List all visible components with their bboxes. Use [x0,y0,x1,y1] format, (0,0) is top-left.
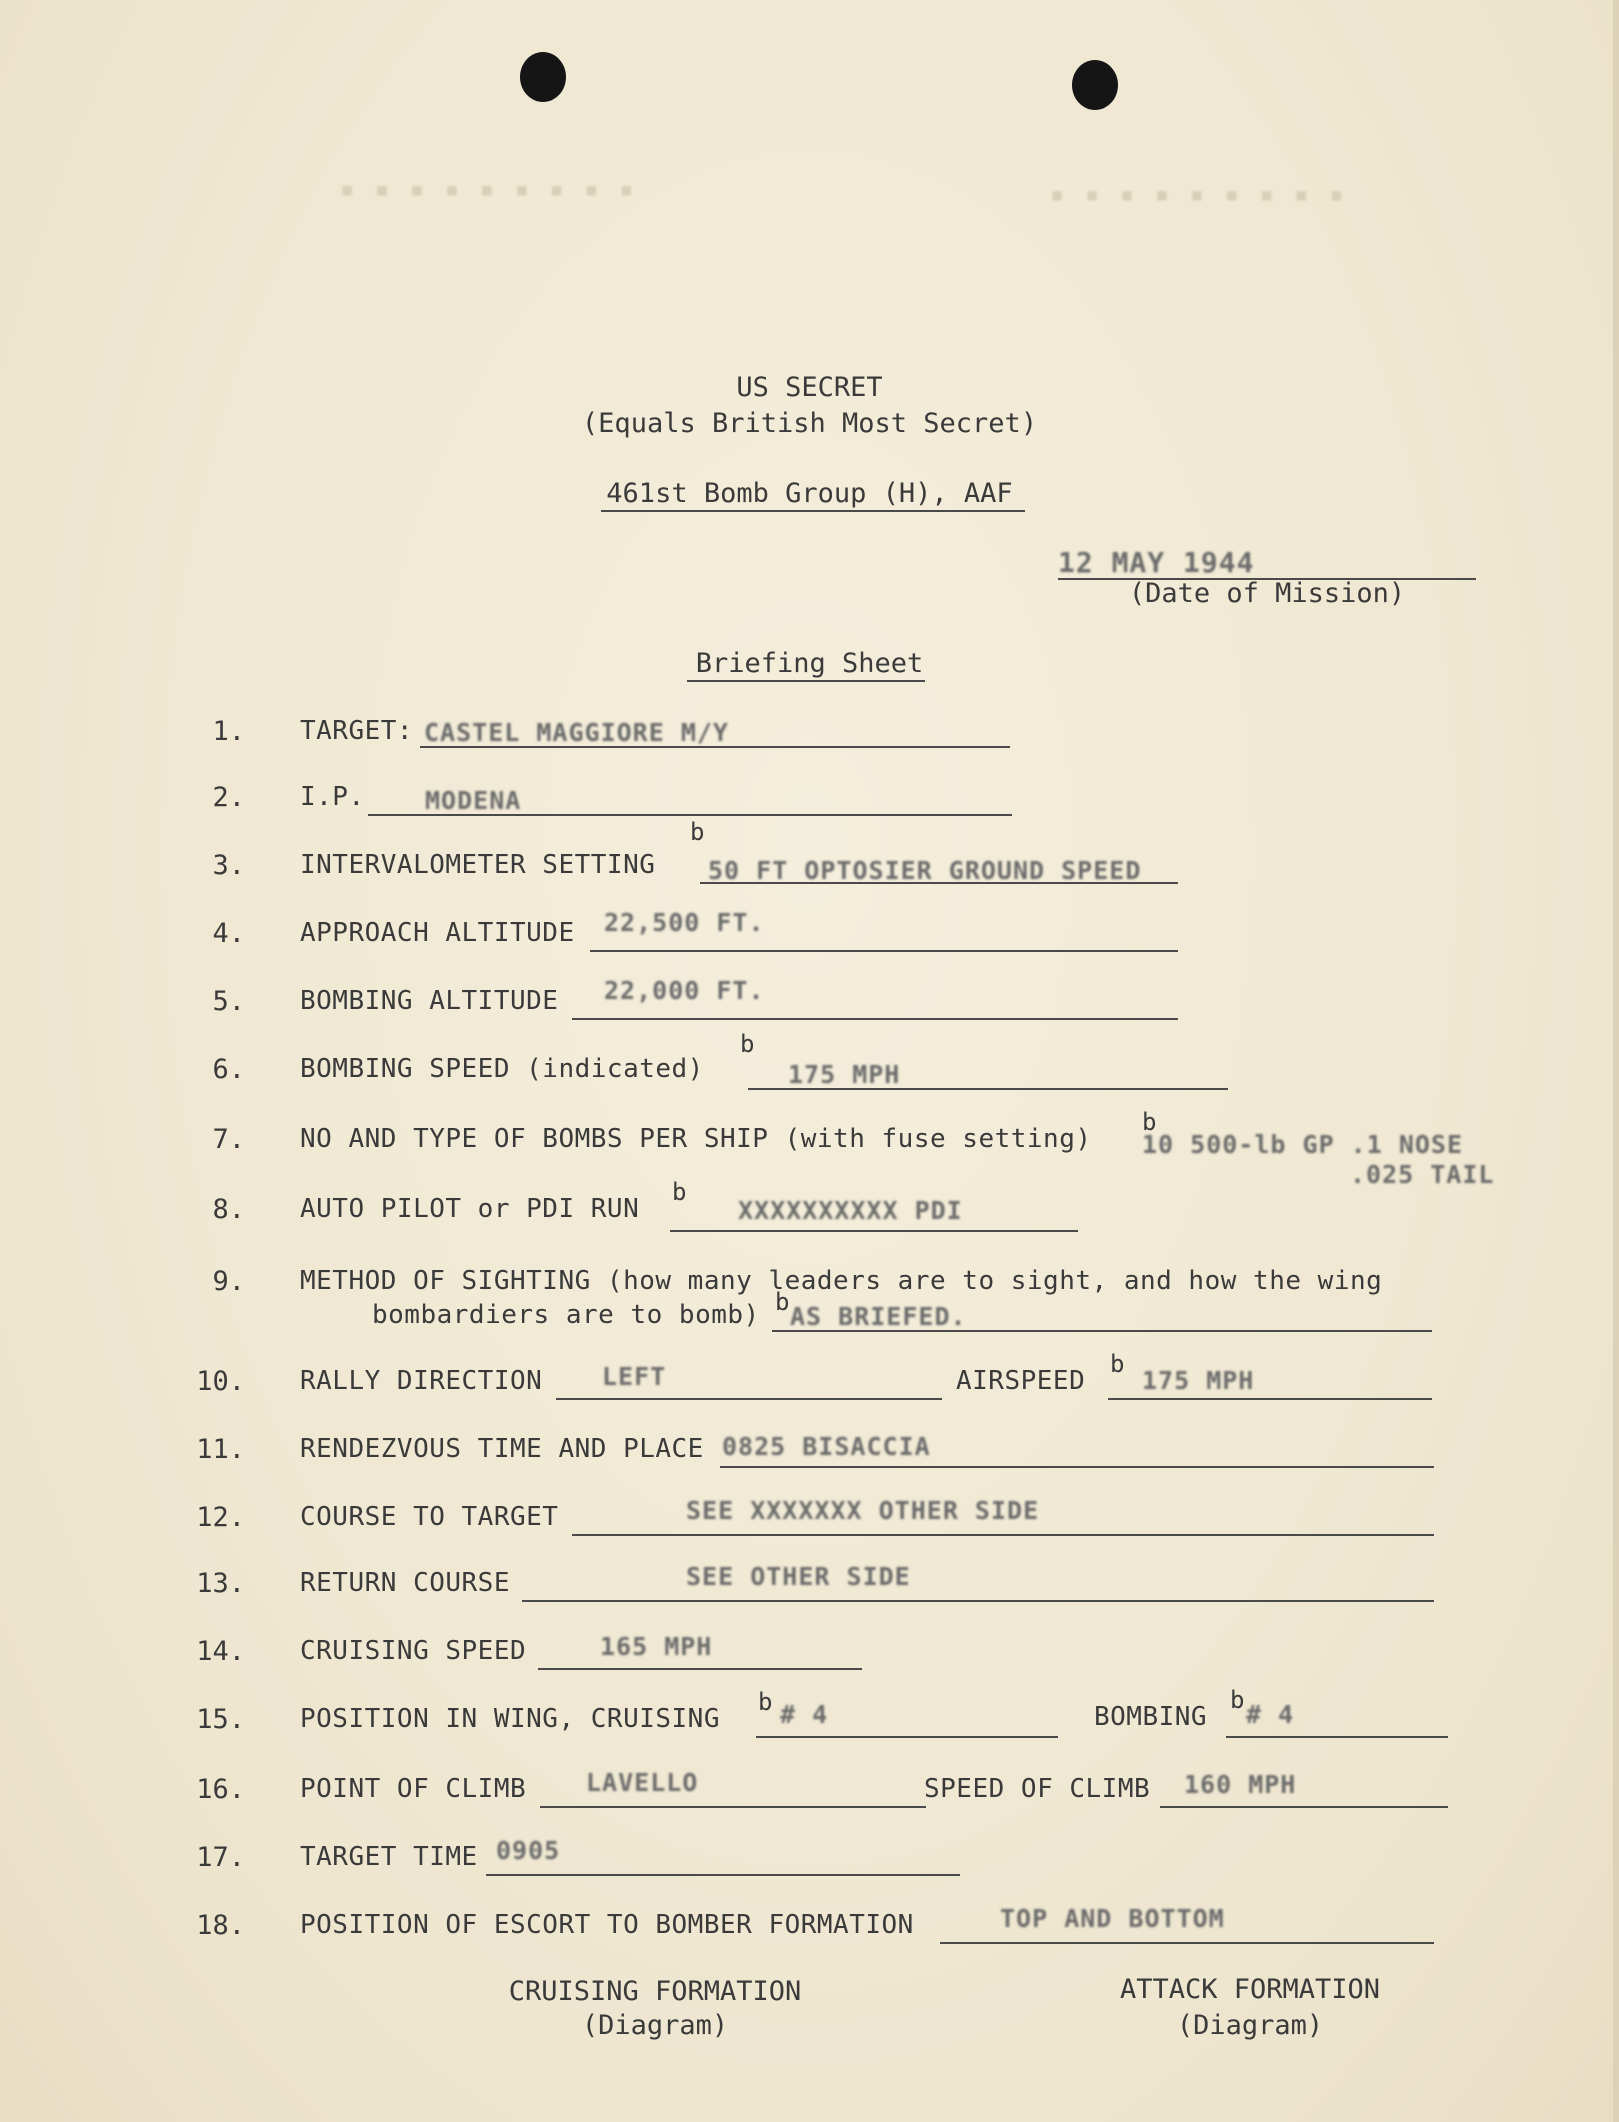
airspeed-line [1108,1398,1432,1400]
point-of-climb-value: LAVELLO [586,1768,699,1797]
bombing-altitude-value: 22,000 FT. [604,976,765,1005]
airspeed-label: AIRSPEED [956,1366,1086,1396]
footnote-mark: b [758,1688,773,1716]
punch-hole-left [520,52,566,102]
item-number: 8. [212,1194,245,1225]
target-time-value: 0905 [496,1836,561,1865]
bleed-through-mark: ▪ ▪ ▪ ▪ ▪ ▪ ▪ ▪ ▪ [340,175,637,203]
approach-altitude-value: 22,500 FT. [604,908,765,937]
item-number: 10. [196,1366,245,1397]
punch-hole-right [1072,60,1118,110]
item-number: 12. [196,1502,245,1533]
target-time-line [486,1874,960,1876]
classification-heading: US SECRET [736,372,883,403]
item-number: 9. [212,1266,245,1297]
intervalometer-label: INTERVALOMETER SETTING [300,850,656,880]
speed-of-climb-line [1160,1806,1448,1808]
course-to-target-label: COURSE TO TARGET [300,1502,559,1532]
unit-name: 461st Bomb Group (H), AAF [606,478,1013,509]
item-number: 4. [212,918,245,949]
sighting-value: AS BRIEFED. [790,1302,967,1331]
escort-position-value: TOP AND BOTTOM [1000,1904,1225,1933]
autopilot-line [670,1230,1078,1232]
bombing-speed-value: 175 MPH [788,1060,901,1089]
bombing-altitude-label: BOMBING ALTITUDE [300,986,559,1016]
escort-position-line [940,1942,1434,1944]
item-number: 11. [196,1434,245,1465]
bombs-fuse-tail: .025 TAIL [1350,1160,1495,1189]
sighting-label: METHOD OF SIGHTING (how many leaders are to sight, and how the wing [300,1266,1383,1296]
bombing-altitude-line [572,1018,1178,1020]
approach-altitude-label: APPROACH ALTITUDE [300,918,575,948]
item-number: 5. [212,986,245,1017]
bleed-through-mark: ▪ ▪ ▪ ▪ ▪ ▪ ▪ ▪ ▪ [1050,180,1347,208]
target-value: CASTEL MAGGIORE M/Y [424,718,729,747]
cruising-speed-label: CRUISING SPEED [300,1636,527,1666]
page-edge [1613,0,1619,2122]
item-number: 6. [212,1054,245,1085]
item-number: 7. [212,1124,245,1155]
airspeed-value: 175 MPH [1142,1366,1255,1395]
footnote-mark: b [740,1030,755,1058]
rally-direction-label: RALLY DIRECTION [300,1366,543,1396]
autopilot-value: XXXXXXXXXX PDI [738,1196,963,1225]
footnote-mark: b [672,1178,687,1206]
rendezvous-value: 0825 BISACCIA [722,1432,931,1461]
attack-formation-diagram-caption: (Diagram) [1176,2010,1324,2041]
attack-formation-heading: ATTACK FORMATION [1119,1974,1381,2005]
item-number: 17. [196,1842,245,1873]
position-cruising-line [756,1736,1058,1738]
position-cruising-label: POSITION IN WING, CRUISING [300,1704,720,1734]
rally-direction-value: LEFT [602,1362,667,1391]
autopilot-label: AUTO PILOT or PDI RUN [300,1194,640,1224]
approach-altitude-line [590,950,1178,952]
item-number: 18. [196,1910,245,1941]
position-bombing-label: BOMBING [1094,1702,1208,1732]
item-number: 16. [196,1774,245,1805]
ip-value: MODENA [425,786,522,815]
speed-of-climb-label: SPEED OF CLIMB [924,1774,1151,1804]
item-number: 13. [196,1568,245,1599]
target-time-label: TARGET TIME [300,1842,478,1872]
cruising-formation-heading: CRUISING FORMATION [508,1976,802,2007]
position-bombing-value: # 4 [1246,1700,1295,1729]
ip-label: I.P. [300,782,365,812]
target-label: TARGET: [300,716,414,746]
point-of-climb-line [540,1806,926,1808]
speed-of-climb-value: 160 MPH [1184,1770,1297,1799]
item-number: 1. [212,716,245,747]
date-caption: (Date of Mission) [1128,578,1406,609]
intervalometer-value: 50 FT OPTOSIER GROUND SPEED [708,856,1142,885]
classification-equivalence: (Equals British Most Secret) [581,408,1038,439]
footnote-mark: b [775,1288,790,1316]
course-to-target-value: SEE XXXXXXX OTHER SIDE [686,1496,1040,1525]
course-to-target-line [572,1534,1434,1536]
escort-position-label: POSITION OF ESCORT TO BOMBER FORMATION [300,1910,914,1940]
title-underline [687,680,925,682]
rendezvous-label: RENDEZVOUS TIME AND PLACE [300,1434,704,1464]
rally-direction-line [556,1398,942,1400]
return-course-label: RETURN COURSE [300,1568,510,1598]
unit-underline [601,510,1025,512]
item-number: 15. [196,1704,245,1735]
return-course-line [522,1600,1434,1602]
item-number: 14. [196,1636,245,1667]
point-of-climb-label: POINT OF CLIMB [300,1774,527,1804]
item-number: 3. [212,850,245,881]
bombs-label: NO AND TYPE OF BOMBS PER SHIP (with fuse setting) [300,1124,1092,1154]
bombs-value: 10 500-lb GP .1 NOSE [1142,1130,1464,1159]
position-cruising-value: # 4 [780,1700,829,1729]
cruising-speed-line [538,1668,862,1670]
footnote-mark: b [1110,1350,1125,1378]
footnote-mark: b [1142,1108,1157,1136]
briefing-sheet-title: Briefing Sheet [695,648,924,679]
cruising-speed-value: 165 MPH [600,1632,713,1661]
rendezvous-line [720,1466,1434,1468]
footnote-mark: b [690,818,705,846]
sighting-label-continued: bombardiers are to bomb) [372,1300,760,1330]
item-number: 2. [212,782,245,813]
mission-date: 12 MAY 1944 [1058,546,1255,579]
bombing-speed-label: BOMBING SPEED (indicated) [300,1054,704,1084]
cruising-formation-diagram-caption: (Diagram) [581,2010,729,2041]
return-course-value: SEE OTHER SIDE [686,1562,911,1591]
footnote-mark: b [1230,1686,1245,1714]
position-bombing-line [1226,1736,1448,1738]
